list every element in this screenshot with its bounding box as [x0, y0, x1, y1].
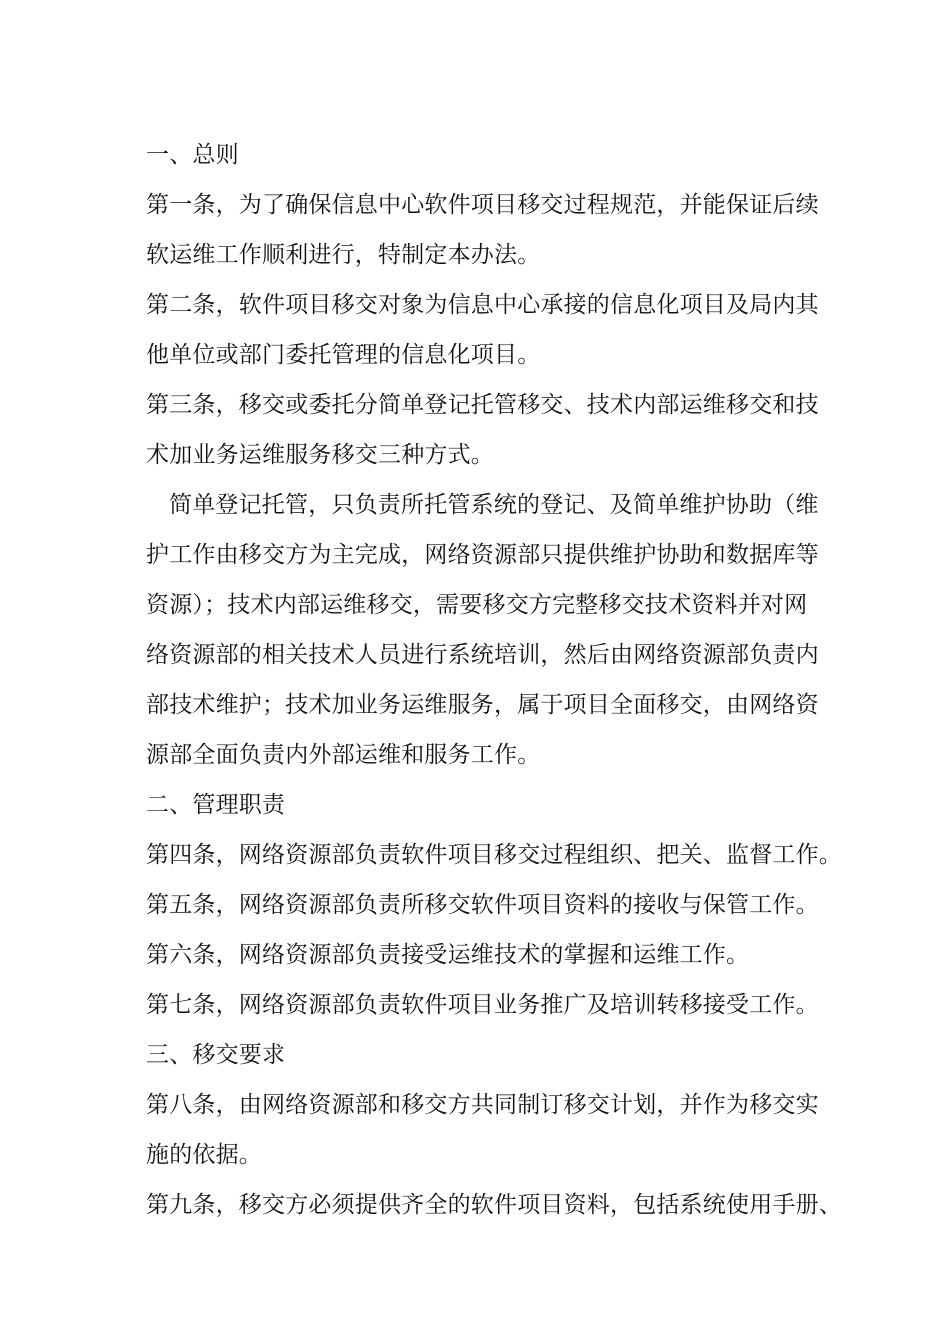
article-8-line-2: 施的依据。 [146, 1142, 262, 1168]
explanation-line-4: 络资源部的相关技术人员进行系统培训，然后由网络资源部负责内 [146, 642, 819, 668]
explanation-line-2: 护工作由移交方为主完成，网络资源部只提供维护协助和数据库等 [146, 542, 819, 568]
article-2-line-2: 他单位或部门委托管理的信息化项目。 [146, 342, 541, 368]
article-7-line: 第七条，网络资源部负责软件项目业务推广及培训转移接受工作。 [146, 992, 819, 1018]
section-heading-requirements: 三、移交要求 [146, 1042, 286, 1068]
article-1-line-1: 第一条，为了确保信息中心软件项目移交过程规范，并能保证后续 [146, 192, 819, 218]
article-2-line-1: 第二条，软件项目移交对象为信息中心承接的信息化项目及局内其 [146, 292, 819, 318]
article-9-line-1: 第九条，移交方必须提供齐全的软件项目资料，包括系统使用手册、 [146, 1192, 842, 1218]
article-4-line: 第四条，网络资源部负责软件项目移交过程组织、把关、监督工作。 [146, 842, 842, 868]
explanation-line-5: 部技术维护；技术加业务运维服务，属于项目全面移交，由网络资 [146, 692, 819, 718]
section-heading-responsibilities: 二、管理职责 [146, 792, 286, 818]
section-heading-general: 一、总则 [146, 142, 239, 168]
article-8-line-1: 第八条，由网络资源部和移交方共同制订移交计划，并作为移交实 [146, 1092, 819, 1118]
explanation-line-6: 源部全面负责内外部运维和服务工作。 [146, 742, 541, 768]
article-3-line-2: 术加业务运维服务移交三种方式。 [146, 442, 494, 468]
explanation-line-3: 资源）；技术内部运维移交，需要移交方完整移交技术资料并对网 [146, 592, 808, 618]
article-3-line-1: 第三条，移交或委托分简单登记托管移交、技术内部运维移交和技 [146, 392, 819, 418]
article-6-line: 第六条，网络资源部负责接受运维技术的掌握和运维工作。 [146, 942, 750, 968]
article-5-line: 第五条，网络资源部负责所移交软件项目资料的接收与保管工作。 [146, 892, 819, 918]
article-1-line-2: 软运维工作顺利进行，特制定本办法。 [146, 242, 541, 268]
document-body [146, 130, 842, 1230]
explanation-line-1: 简单登记托管，只负责所托管系统的登记、及简单维护协助（维 [169, 492, 819, 518]
